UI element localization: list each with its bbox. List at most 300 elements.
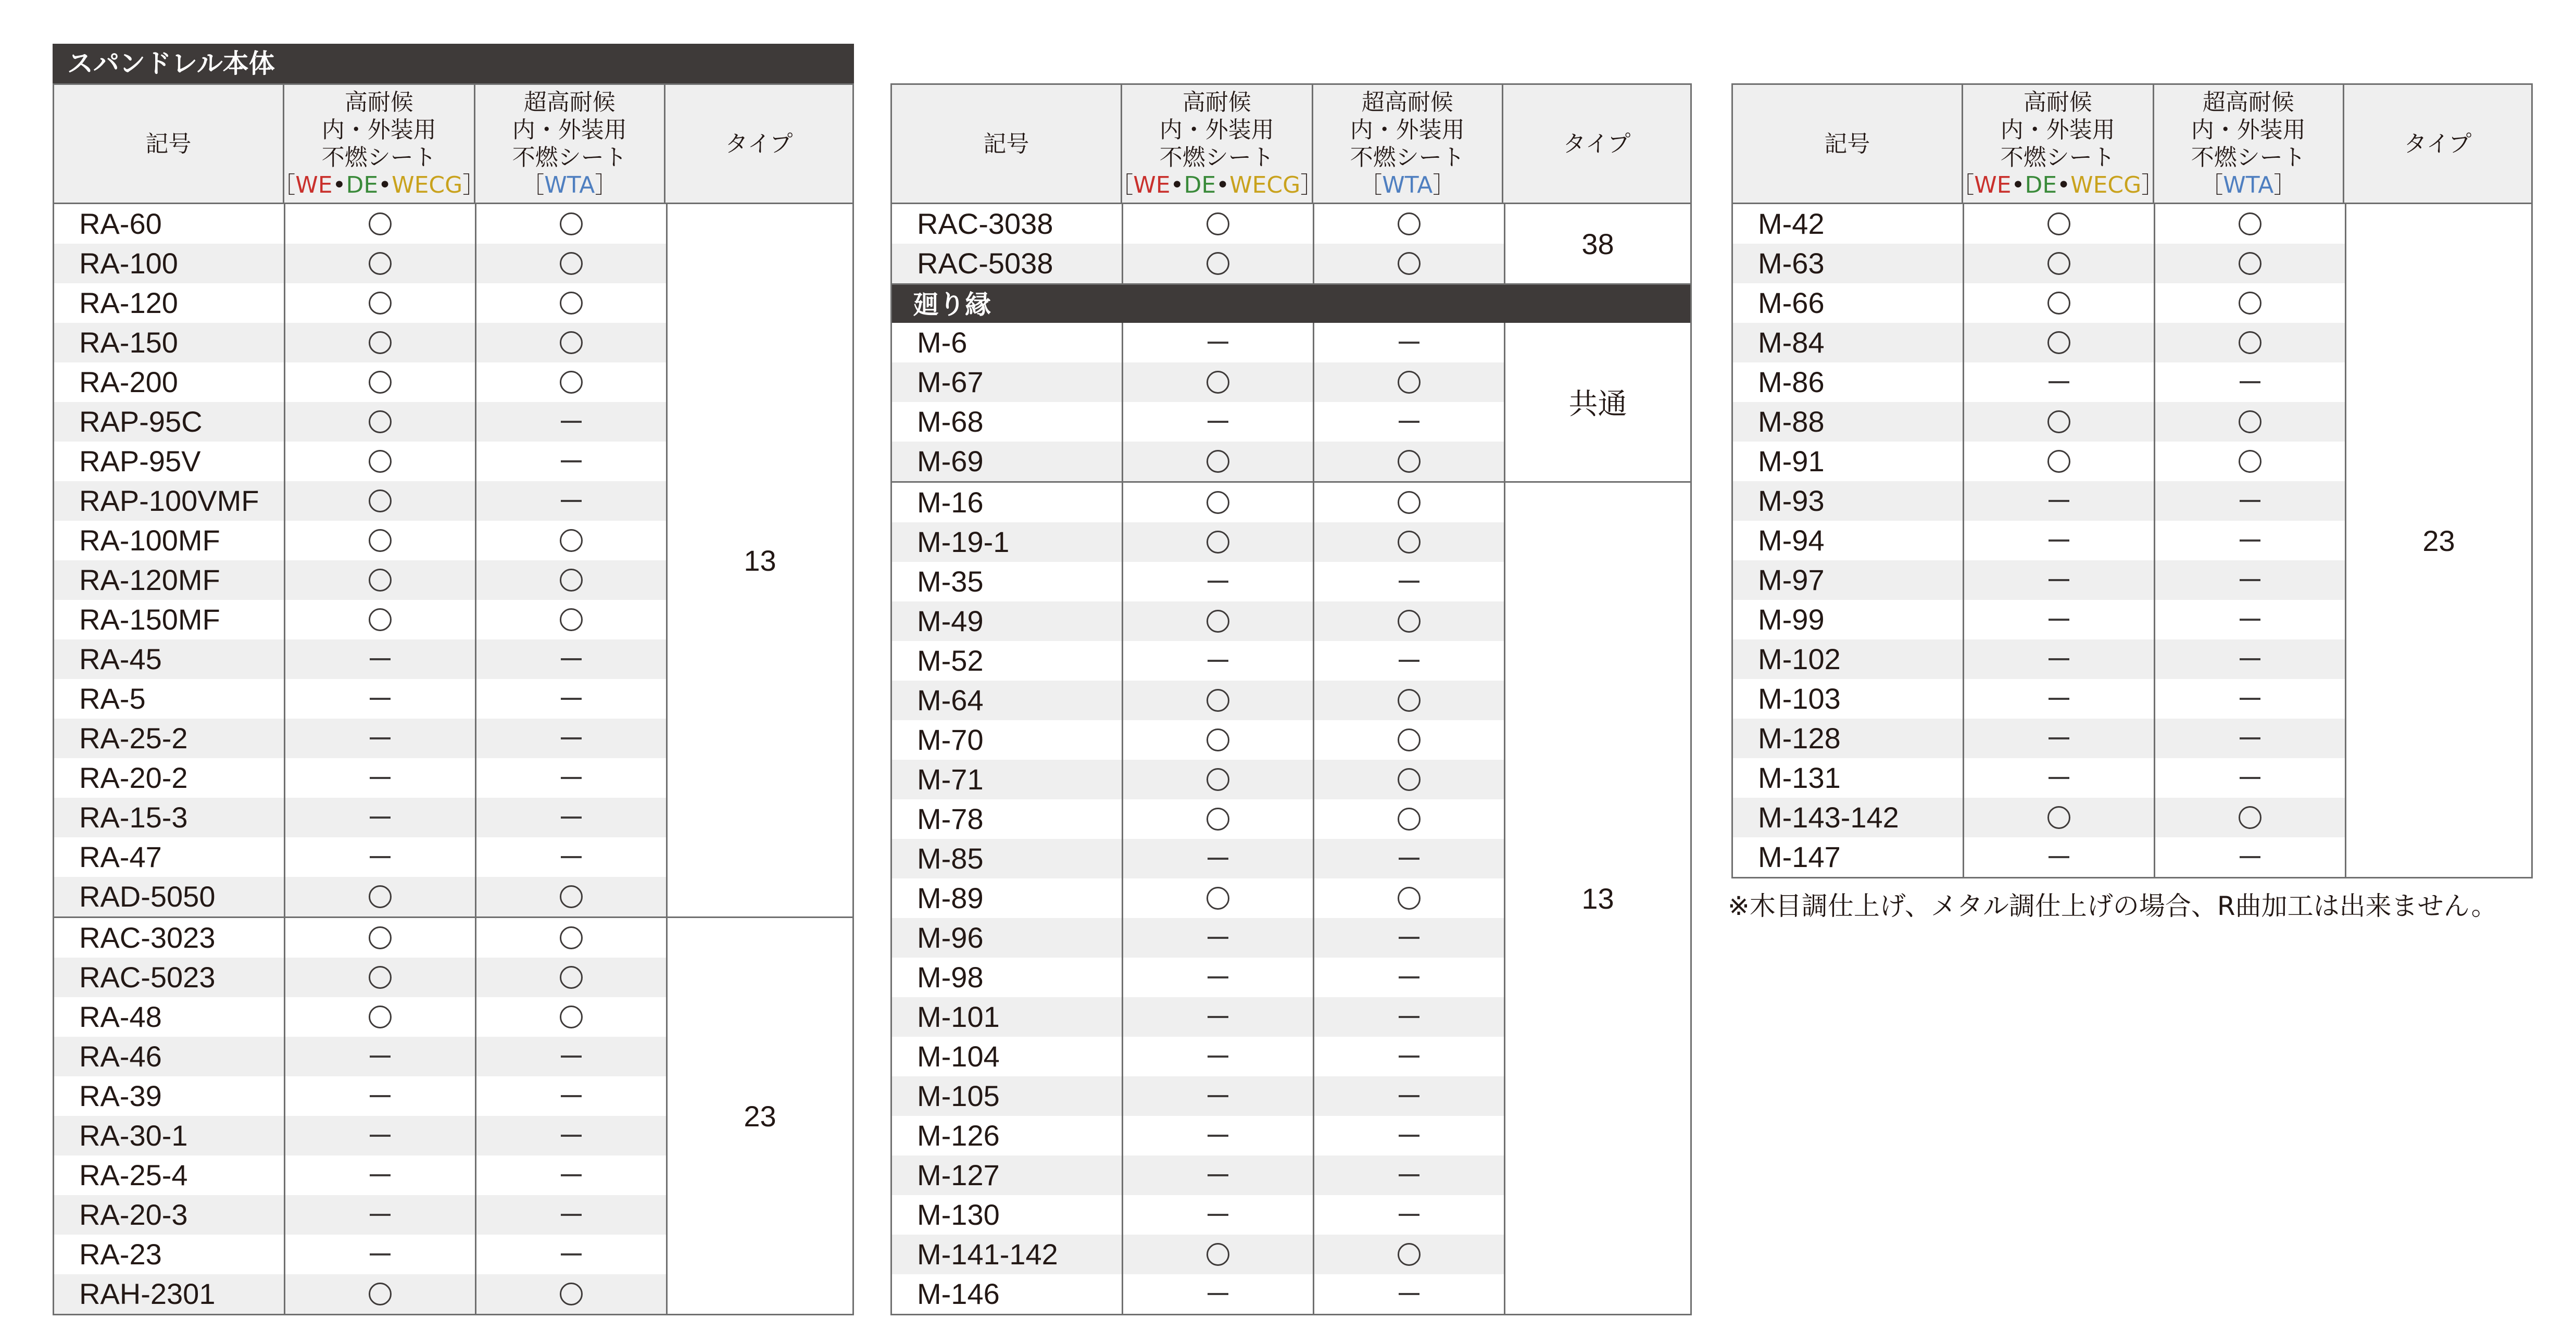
table-row — [54, 402, 666, 442]
product-code: M-63 — [1733, 244, 1963, 283]
ultra-weather-availability — [1313, 799, 1504, 839]
table-row — [892, 402, 1504, 442]
product-code: RA-48 — [54, 997, 284, 1037]
ultra-weather-availability — [475, 323, 666, 362]
dash-icon — [1399, 1095, 1419, 1097]
table-row — [892, 1274, 1504, 1314]
circle-icon — [369, 926, 392, 949]
table-row — [892, 720, 1504, 760]
high-weather-availability — [1963, 521, 2154, 560]
header-line: 高耐候 — [1182, 89, 1251, 116]
high-weather-availability — [284, 1116, 475, 1155]
ultra-weather-availability — [475, 204, 666, 244]
col-high-weather-header — [272, 85, 486, 203]
circle-icon — [1207, 610, 1229, 633]
type-value: 共通 — [1504, 323, 1690, 481]
circle-icon — [369, 529, 392, 552]
product-code: M-94 — [1733, 521, 1963, 560]
header-line: 内・外装用 — [1159, 117, 1274, 143]
table-row — [1733, 639, 2345, 679]
col-high-weather-header — [1110, 85, 1324, 203]
type-header-label: タイプ — [2404, 130, 2472, 157]
product-code: M-19-1 — [892, 522, 1122, 562]
ultra-weather-availability — [475, 1116, 666, 1155]
product-code: M-105 — [892, 1076, 1122, 1116]
high-weather-availability — [284, 521, 475, 560]
ultra-weather-availability — [2154, 442, 2345, 481]
table-row — [1733, 600, 2345, 639]
product-code: M-102 — [1733, 639, 1963, 679]
ultra-weather-availability — [1313, 204, 1504, 244]
high-weather-availability — [1122, 681, 1313, 720]
high-weather-availability — [284, 639, 475, 679]
dash-icon — [1399, 1135, 1419, 1137]
product-code: M-78 — [892, 799, 1122, 839]
circle-icon — [1398, 728, 1421, 751]
circle-icon — [369, 450, 392, 473]
table-row — [892, 839, 1504, 878]
table-group — [54, 204, 852, 916]
dash-icon — [2240, 698, 2260, 700]
circle-icon — [1398, 252, 1421, 275]
dash-icon — [2049, 777, 2069, 779]
table-row — [1733, 679, 2345, 719]
product-code: RAP-100VMF — [54, 481, 284, 521]
table-row — [892, 522, 1504, 562]
dash-icon — [1208, 1056, 1228, 1058]
circle-icon — [1207, 491, 1229, 514]
circle-icon — [560, 885, 583, 908]
dash-icon — [2240, 856, 2260, 858]
dash-icon — [2240, 500, 2260, 502]
dash-icon — [370, 1174, 391, 1176]
circle-icon — [1207, 371, 1229, 394]
product-code: RA-25-2 — [54, 719, 284, 758]
dash-icon — [370, 856, 391, 858]
product-code: RA-100MF — [54, 521, 284, 560]
dash-icon — [561, 1095, 582, 1097]
header-line: 不燃シート — [321, 144, 436, 171]
header-line: 不燃シート — [1159, 144, 1274, 171]
circle-icon — [1207, 887, 1229, 910]
col-ultra-weather-header — [1312, 85, 1502, 203]
circle-icon — [2239, 806, 2261, 829]
ultra-weather-availability — [1313, 483, 1504, 522]
table-row — [54, 798, 666, 837]
table-row — [1733, 837, 2345, 877]
ultra-weather-availability — [475, 877, 666, 916]
ultra-weather-availability — [475, 402, 666, 442]
product-code: RAP-95C — [54, 402, 284, 442]
table-row — [54, 442, 666, 481]
high-weather-availability — [1122, 958, 1313, 997]
ultra-weather-availability — [475, 442, 666, 481]
table-row — [54, 918, 666, 958]
high-weather-availability — [1122, 1235, 1313, 1274]
high-weather-availability — [1963, 719, 2154, 758]
ultra-weather-availability — [475, 521, 666, 560]
dash-icon — [561, 1174, 582, 1176]
table-row — [892, 323, 1504, 362]
dash-icon — [1208, 342, 1228, 344]
circle-icon — [369, 885, 392, 908]
high-weather-availability — [1963, 244, 2154, 283]
product-code: M-85 — [892, 839, 1122, 878]
table-row — [892, 244, 1504, 283]
circle-icon — [1398, 1243, 1421, 1266]
table-row — [1733, 521, 2345, 560]
circle-icon — [1207, 728, 1229, 751]
ultra-weather-availability — [475, 679, 666, 719]
grade-bracket: ［WE•DE•WECG］ — [1110, 172, 1324, 198]
ultra-weather-availability — [2154, 719, 2345, 758]
product-code: M-127 — [892, 1155, 1122, 1195]
ultra-weather-availability — [475, 639, 666, 679]
ultra-weather-availability — [2154, 283, 2345, 323]
dash-icon — [370, 1095, 391, 1097]
dash-icon — [2049, 539, 2069, 542]
table-row — [892, 1037, 1504, 1076]
ultra-weather-availability — [475, 719, 666, 758]
ultra-weather-availability — [2154, 204, 2345, 244]
code-header-label: 記号 — [983, 130, 1029, 157]
circle-icon — [1398, 212, 1421, 235]
table-row — [54, 283, 666, 323]
product-code: M-147 — [1733, 837, 1963, 877]
table-row — [892, 681, 1504, 720]
dash-icon — [1208, 421, 1228, 423]
circle-icon — [560, 529, 583, 552]
table-header — [892, 85, 1690, 204]
product-code: M-141-142 — [892, 1235, 1122, 1274]
type-header-label: タイプ — [1563, 130, 1631, 157]
circle-icon — [2047, 292, 2070, 315]
ultra-weather-availability — [1313, 1195, 1504, 1235]
ultra-weather-availability — [2154, 798, 2345, 837]
ultra-weather-availability — [1313, 323, 1504, 362]
high-weather-availability — [1963, 798, 2154, 837]
dash-icon — [370, 1135, 391, 1137]
high-weather-availability — [284, 560, 475, 600]
product-code: RAC-3023 — [54, 918, 284, 958]
table-row — [892, 641, 1504, 681]
ultra-weather-availability — [1313, 958, 1504, 997]
header-line: 不燃シート — [2000, 144, 2115, 171]
dash-icon — [370, 777, 391, 779]
high-weather-availability — [1122, 402, 1313, 442]
dash-icon — [370, 658, 391, 660]
table-row — [54, 600, 666, 639]
col-ultra-weather-header — [474, 85, 664, 203]
ultra-weather-availability — [2154, 758, 2345, 798]
grade-bracket: ［WTA］ — [2200, 172, 2297, 198]
code-header-label: 記号 — [145, 130, 192, 157]
high-weather-availability — [1963, 639, 2154, 679]
high-weather-availability — [1122, 483, 1313, 522]
circle-icon — [1207, 212, 1229, 235]
circle-icon — [1398, 531, 1421, 554]
high-weather-availability — [1122, 760, 1313, 799]
high-weather-availability — [284, 481, 475, 521]
product-code: M-93 — [1733, 481, 1963, 521]
high-weather-availability — [1122, 522, 1313, 562]
product-code: RA-60 — [54, 204, 284, 244]
ultra-weather-availability — [1313, 402, 1504, 442]
high-weather-availability — [284, 918, 475, 958]
ultra-weather-availability — [1313, 601, 1504, 641]
table-row — [54, 1076, 666, 1116]
circle-icon — [2239, 410, 2261, 433]
header-line: 超高耐候 — [2202, 89, 2294, 116]
circle-icon — [369, 410, 392, 433]
product-code: RA-150 — [54, 323, 284, 362]
table-row — [892, 601, 1504, 641]
edge-table-continued — [1731, 83, 2533, 878]
high-weather-availability — [1122, 1155, 1313, 1195]
product-code: RAD-5050 — [54, 877, 284, 916]
product-code: M-128 — [1733, 719, 1963, 758]
dash-icon — [1208, 937, 1228, 939]
product-code: M-86 — [1733, 362, 1963, 402]
high-weather-availability — [1963, 837, 2154, 877]
table-row — [54, 639, 666, 679]
ultra-weather-availability — [1313, 878, 1504, 918]
dash-icon — [561, 658, 582, 660]
table-row — [54, 521, 666, 560]
high-weather-availability — [1122, 362, 1313, 402]
product-code: RA-30-1 — [54, 1116, 284, 1155]
circle-icon — [2047, 806, 2070, 829]
product-code: M-16 — [892, 483, 1122, 522]
high-weather-availability — [284, 402, 475, 442]
ultra-weather-availability — [1313, 1274, 1504, 1314]
high-weather-availability — [284, 1037, 475, 1076]
circle-icon — [1398, 371, 1421, 394]
ultra-weather-availability — [475, 1235, 666, 1274]
table-row — [54, 323, 666, 362]
table-row — [54, 560, 666, 600]
table-row — [892, 204, 1504, 244]
product-code: M-99 — [1733, 600, 1963, 639]
high-weather-availability — [1963, 758, 2154, 798]
dash-icon — [1399, 937, 1419, 939]
circle-icon — [560, 1006, 583, 1028]
type-header — [1502, 85, 1690, 203]
product-code: M-42 — [1733, 204, 1963, 244]
circle-icon — [1398, 768, 1421, 791]
ultra-weather-availability — [475, 244, 666, 283]
high-weather-availability — [284, 362, 475, 402]
product-code: RA-100 — [54, 244, 284, 283]
ultra-weather-availability — [2154, 244, 2345, 283]
circle-icon — [1207, 531, 1229, 554]
circle-icon — [1398, 808, 1421, 831]
dash-icon — [561, 500, 582, 502]
dash-icon — [2240, 579, 2260, 581]
dash-icon — [1399, 421, 1419, 423]
type-value: 13 — [1504, 483, 1690, 1314]
table-group — [54, 916, 852, 1314]
grade-bracket: ［WTA］ — [521, 172, 618, 198]
dash-icon — [561, 737, 582, 739]
ultra-weather-availability — [475, 1037, 666, 1076]
table-row — [892, 1076, 1504, 1116]
table-row — [892, 1155, 1504, 1195]
ultra-weather-availability — [475, 362, 666, 402]
ultra-weather-availability — [475, 1195, 666, 1235]
ultra-weather-availability — [475, 600, 666, 639]
ultra-weather-availability — [2154, 323, 2345, 362]
circle-icon — [2047, 252, 2070, 275]
ultra-weather-availability — [1313, 997, 1504, 1037]
high-weather-availability — [1122, 204, 1313, 244]
header-line: 高耐候 — [344, 89, 413, 116]
high-weather-availability — [1122, 720, 1313, 760]
circle-icon — [560, 569, 583, 592]
high-weather-availability — [284, 997, 475, 1037]
table-row — [892, 918, 1504, 958]
circle-icon — [1207, 450, 1229, 473]
circle-icon — [2047, 450, 2070, 473]
high-weather-availability — [1122, 442, 1313, 481]
header-line: 超高耐候 — [1361, 89, 1453, 116]
ultra-weather-availability — [475, 1155, 666, 1195]
dash-icon — [561, 817, 582, 819]
product-code: M-103 — [1733, 679, 1963, 719]
table-row — [54, 1274, 666, 1314]
product-code: RA-45 — [54, 639, 284, 679]
table-row — [1733, 560, 2345, 600]
product-code: RA-120MF — [54, 560, 284, 600]
table-row — [892, 760, 1504, 799]
product-code: M-6 — [892, 323, 1122, 362]
table-row — [54, 244, 666, 283]
product-code: RA-39 — [54, 1076, 284, 1116]
circle-icon — [1398, 887, 1421, 910]
circle-icon — [1398, 689, 1421, 712]
dash-icon — [1208, 1214, 1228, 1216]
product-code: M-71 — [892, 760, 1122, 799]
dash-icon — [1208, 1135, 1228, 1137]
dash-icon — [2049, 500, 2069, 502]
product-code: RAC-5023 — [54, 958, 284, 997]
table-row — [54, 877, 666, 916]
type-value: 13 — [666, 204, 852, 916]
dash-icon — [370, 698, 391, 700]
footnote: ※木目調仕上げ、メタル調仕上げの場合、R曲加工は出来ません。 — [1728, 891, 2497, 921]
high-weather-availability — [1122, 1076, 1313, 1116]
type-header — [664, 85, 852, 203]
product-code: M-35 — [892, 562, 1122, 601]
circle-icon — [1207, 768, 1229, 791]
ultra-weather-availability — [2154, 600, 2345, 639]
dash-icon — [1208, 1293, 1228, 1295]
type-value: 38 — [1504, 204, 1690, 283]
circle-icon — [560, 371, 583, 394]
type-header — [2343, 85, 2531, 203]
product-code: M-66 — [1733, 283, 1963, 323]
table-body — [1731, 83, 2533, 878]
ultra-weather-availability — [475, 997, 666, 1037]
ultra-weather-availability — [475, 1076, 666, 1116]
ultra-weather-availability — [1313, 562, 1504, 601]
table-row — [54, 837, 666, 877]
high-weather-availability — [1122, 799, 1313, 839]
dash-icon — [1399, 1214, 1419, 1216]
table-group — [892, 323, 1690, 481]
product-code: RA-47 — [54, 837, 284, 877]
ultra-weather-availability — [475, 758, 666, 798]
header-line: 内・外装用 — [2000, 117, 2115, 143]
high-weather-availability — [284, 679, 475, 719]
product-code: M-88 — [1733, 402, 1963, 442]
circle-icon — [2047, 410, 2070, 433]
dash-icon — [1399, 858, 1419, 860]
circle-icon — [369, 292, 392, 315]
circle-icon — [369, 966, 392, 989]
header-line: 内・外装用 — [1350, 117, 1465, 143]
header-line: 不燃シート — [1350, 144, 1465, 171]
product-code: M-64 — [892, 681, 1122, 720]
dash-icon — [1208, 660, 1228, 662]
col-high-weather-header — [1951, 85, 2165, 203]
circle-icon — [1207, 1243, 1229, 1266]
ultra-weather-availability — [1313, 918, 1504, 958]
circle-icon — [369, 1283, 392, 1305]
high-weather-availability — [284, 1274, 475, 1314]
dash-icon — [2240, 658, 2260, 660]
dash-icon — [1399, 342, 1419, 344]
circle-icon — [1398, 491, 1421, 514]
ultra-weather-availability — [2154, 362, 2345, 402]
ultra-weather-availability — [1313, 244, 1504, 283]
dash-icon — [561, 1214, 582, 1216]
table-row — [1733, 719, 2345, 758]
spandrel-table — [53, 44, 854, 1315]
product-code: M-67 — [892, 362, 1122, 402]
high-weather-availability — [1963, 481, 2154, 521]
circle-icon — [1207, 689, 1229, 712]
circle-icon — [369, 569, 392, 592]
type-header-label: タイプ — [725, 130, 793, 157]
dash-icon — [1399, 976, 1419, 978]
product-code: M-97 — [1733, 560, 1963, 600]
dash-icon — [2049, 619, 2069, 621]
high-weather-availability — [1122, 997, 1313, 1037]
table-header — [54, 85, 852, 204]
high-weather-availability — [284, 798, 475, 837]
ultra-weather-availability — [1313, 720, 1504, 760]
table-row — [892, 362, 1504, 402]
dash-icon — [561, 777, 582, 779]
circle-icon — [1398, 610, 1421, 633]
high-weather-availability — [1963, 283, 2154, 323]
ultra-weather-availability — [475, 918, 666, 958]
col-ultra-weather-header — [2153, 85, 2343, 203]
product-code: RA-5 — [54, 679, 284, 719]
high-weather-availability — [1122, 1037, 1313, 1076]
circle-icon — [369, 331, 392, 354]
table-row — [892, 958, 1504, 997]
ultra-weather-availability — [475, 958, 666, 997]
table-row — [1733, 283, 2345, 323]
ultra-weather-availability — [1313, 760, 1504, 799]
dash-icon — [2049, 737, 2069, 739]
high-weather-availability — [284, 1195, 475, 1235]
high-weather-availability — [284, 283, 475, 323]
circle-icon — [1207, 808, 1229, 831]
dash-icon — [561, 1056, 582, 1058]
